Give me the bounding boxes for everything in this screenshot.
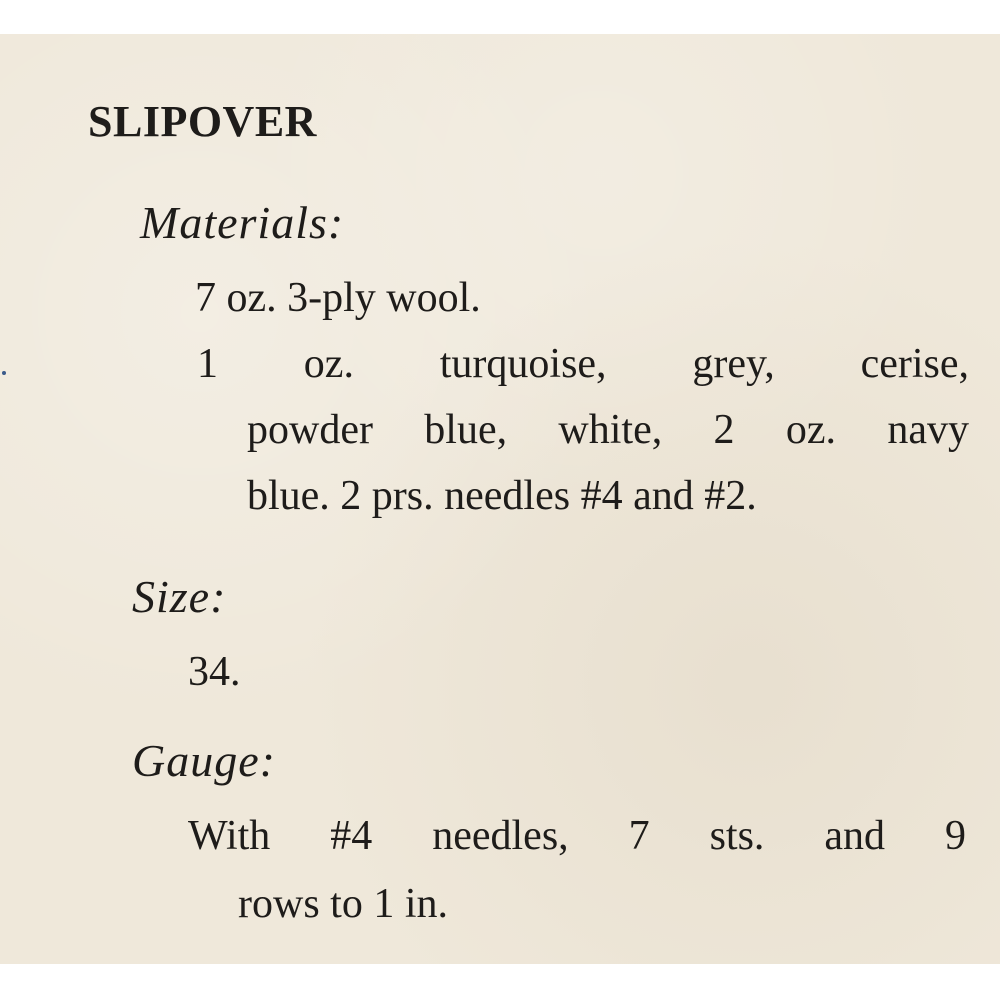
margin-dot [2, 371, 6, 375]
materials-line-3-word: navy [887, 407, 969, 453]
materials-label: Materials: [140, 197, 345, 248]
materials-line-3-word: white, [558, 407, 663, 453]
gauge-line-2: rows to 1 in. [238, 881, 448, 927]
gauge-line-1-word: and [824, 813, 886, 859]
materials-line-2-word: grey, [692, 341, 775, 387]
gauge-line-1 [188, 812, 966, 860]
materials-line-2-word: cerise, [860, 341, 969, 387]
materials-line-3-word: oz. [785, 407, 836, 453]
size-value: 34. [188, 649, 241, 695]
gauge-line-1-word: 9 [945, 813, 966, 859]
gauge-line-1-word: 7 [628, 813, 650, 859]
gauge-line-1-word: needles, [432, 813, 569, 859]
gauge-line-1-word: sts. [709, 813, 765, 859]
materials-line-1: 7 oz. 3-ply wool. [195, 275, 481, 321]
materials-line-3-word: 2 [713, 407, 735, 453]
page-title: SLIPOVER [88, 97, 317, 146]
size-label: Size: [132, 571, 227, 622]
materials-line-2-word: oz. [303, 341, 354, 387]
materials-line-2-number: 1 [197, 341, 218, 387]
materials-line-3-word: powder [247, 407, 373, 453]
gauge-label: Gauge: [132, 735, 276, 786]
gauge-line-1-word: With [188, 813, 271, 859]
recipe-page [0, 34, 1000, 964]
materials-line-3-word: blue, [424, 407, 508, 453]
materials-line-2-word: turquoise, [439, 341, 607, 387]
materials-line-4: blue. 2 prs. needles #4 and #2. [247, 473, 757, 519]
gauge-line-1-word: #4 [330, 813, 373, 859]
materials-line-3 [247, 406, 969, 454]
materials-line-2 [197, 340, 969, 388]
